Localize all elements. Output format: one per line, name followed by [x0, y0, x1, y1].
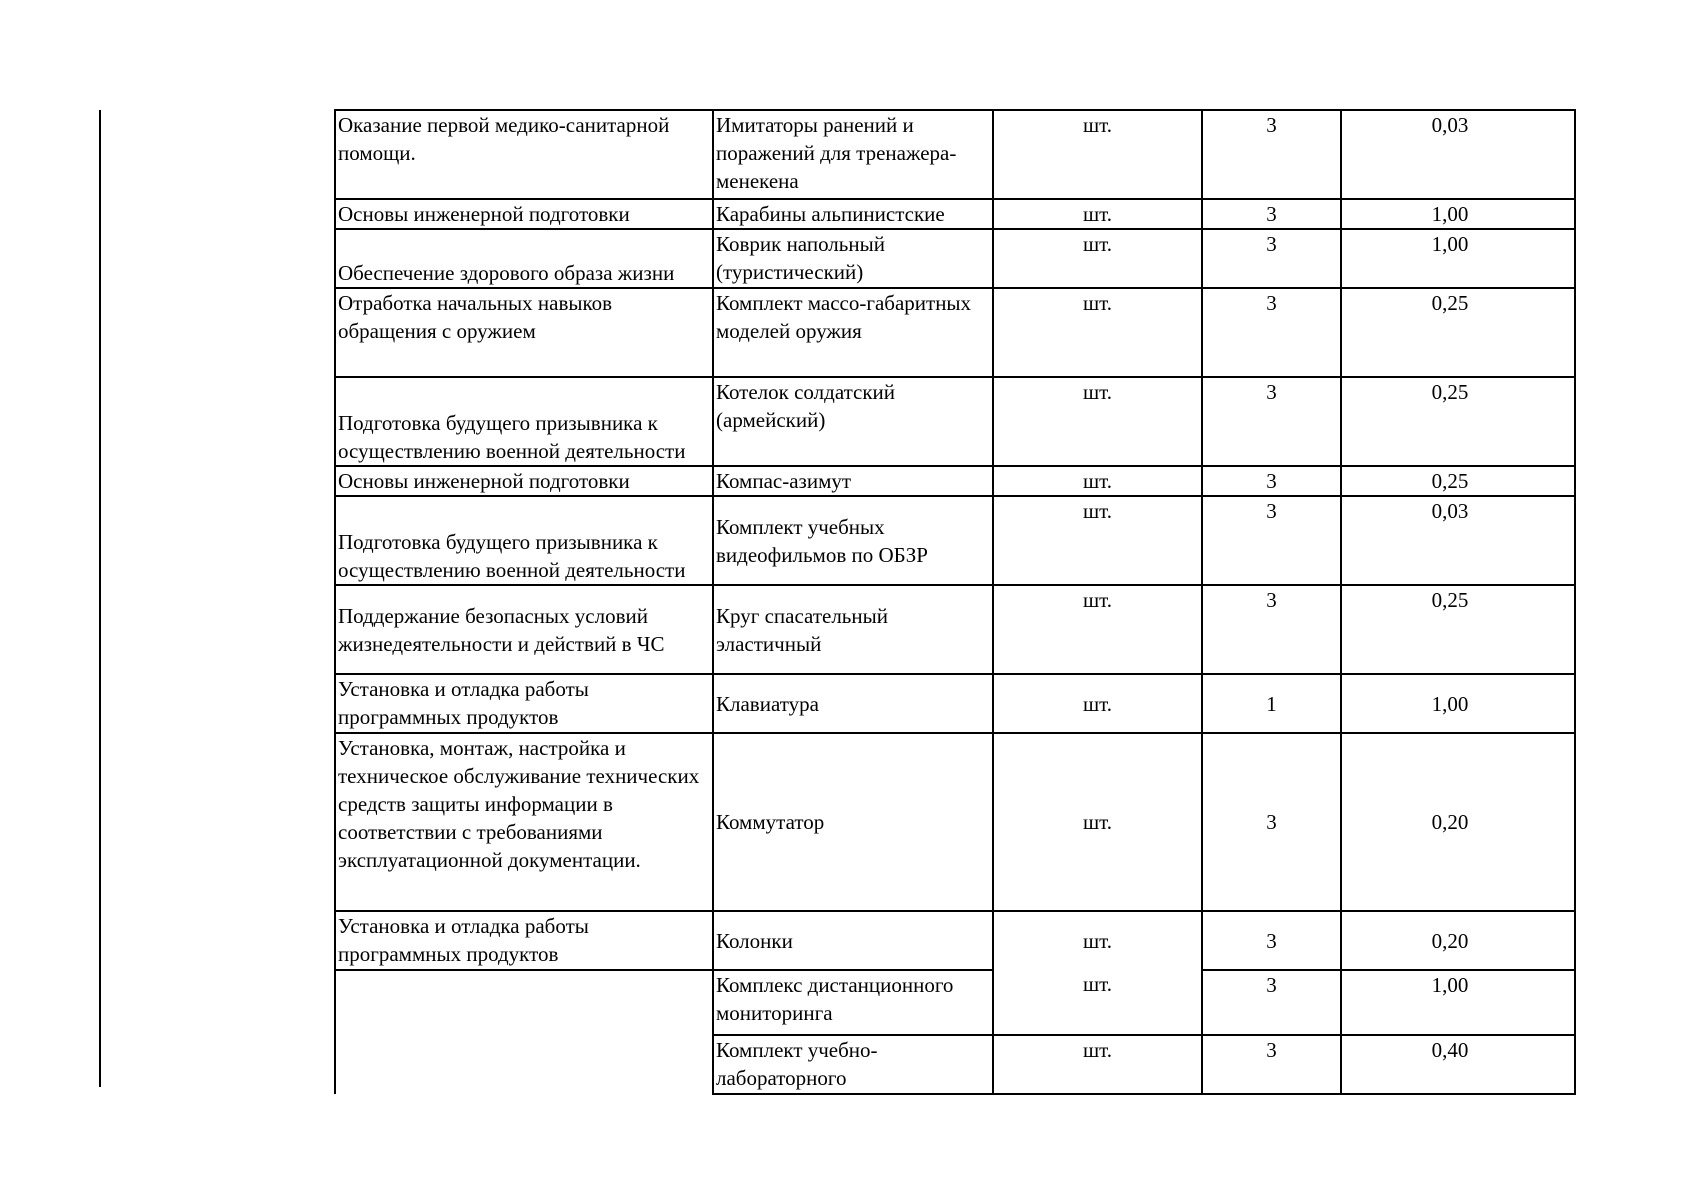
- item-cell: Комплект учебных видеофильмов по ОБЗР: [713, 496, 993, 585]
- ratio-cell: 0,03: [1341, 496, 1575, 585]
- table-row: [335, 733, 1575, 911]
- item-cell: Комплекс дистанционного мониторинга: [713, 970, 993, 1035]
- unit-cell: шт.: [993, 674, 1202, 733]
- table-row: [335, 288, 1575, 377]
- topic-cell: Подготовка будущего призывника к осуществлению военной деятельности: [335, 377, 713, 466]
- topic-cell: Основы инженерной подготовки: [335, 466, 713, 496]
- qty-cell: 3: [1202, 229, 1341, 288]
- topic-cell: Подготовка будущего призывника к осуществлению военной деятельности: [335, 496, 713, 585]
- ratio-cell: 0,25: [1341, 377, 1575, 466]
- item-cell: Карабины альпинистские: [713, 199, 993, 229]
- topic-cell: Установка, монтаж, настройка и техническое обслуживание технических средств защиты информации в соответствии с требованиями эксплуатационной документации.: [335, 733, 713, 911]
- topic-cell: Поддержание безопасных условий жизнедеятельности и действий в ЧС: [335, 585, 713, 674]
- unit-cell: шт.: [993, 199, 1202, 229]
- qty-cell: 3: [1202, 377, 1341, 466]
- unit-cell: шт.: [993, 229, 1202, 288]
- item-cell: Имитаторы ранений и поражений для тренажера-менекена: [713, 110, 993, 199]
- item-cell: Клавиатура: [713, 674, 993, 733]
- qty-cell: 3: [1202, 110, 1341, 199]
- table-row: [335, 674, 1575, 733]
- qty-cell: 3: [1202, 1035, 1341, 1094]
- qty-cell: 3: [1202, 288, 1341, 377]
- ratio-cell: 0,25: [1341, 466, 1575, 496]
- item-cell: Коврик напольный (туристический): [713, 229, 993, 288]
- unit-cell: шт.: [993, 1035, 1202, 1094]
- topic-cell: Отработка начальных навыков обращения с оружием: [335, 288, 713, 377]
- table-row: [335, 911, 1575, 970]
- unit-cell: шт.: [993, 288, 1202, 377]
- ratio-cell: 1,00: [1341, 970, 1575, 1035]
- topic-cell: Обеспечение здорового образа жизни: [335, 229, 713, 288]
- qty-cell: 3: [1202, 585, 1341, 674]
- equipment-table: [334, 109, 1576, 1095]
- item-cell: Котелок солдатский (армейский): [713, 377, 993, 466]
- topic-cell-empty: [335, 1035, 713, 1094]
- unit-cell: шт.: [993, 496, 1202, 585]
- unit-cell: шт.: [993, 970, 1202, 1035]
- topic-cell: Оказание первой медико-санитарной помощи.: [335, 110, 713, 199]
- ratio-cell: 1,00: [1341, 199, 1575, 229]
- table-row: [335, 110, 1575, 199]
- item-cell: Комплект учебно-лабораторного: [713, 1035, 993, 1094]
- topic-cell: Установка и отладка работы программных продуктов: [335, 911, 713, 970]
- item-cell: Коммутатор: [713, 733, 993, 911]
- qty-cell: 3: [1202, 970, 1341, 1035]
- item-cell: Комплект массо-габаритных моделей оружия: [713, 288, 993, 377]
- topic-cell: Основы инженерной подготовки: [335, 199, 713, 229]
- table-row: [335, 199, 1575, 229]
- topic-cell: Установка и отладка работы программных продуктов: [335, 674, 713, 733]
- qty-cell: 3: [1202, 733, 1341, 911]
- item-cell: Круг спасательный эластичный: [713, 585, 993, 674]
- ratio-cell: 0,25: [1341, 288, 1575, 377]
- qty-cell: 3: [1202, 911, 1341, 970]
- topic-cell-empty: [335, 970, 713, 1035]
- table-row: [335, 229, 1575, 288]
- qty-cell: 3: [1202, 466, 1341, 496]
- ratio-cell: 0,03: [1341, 110, 1575, 199]
- qty-cell: 3: [1202, 496, 1341, 585]
- table-row: [335, 377, 1575, 466]
- unit-cell: шт.: [993, 733, 1202, 911]
- ratio-cell: 1,00: [1341, 674, 1575, 733]
- ratio-cell: 0,20: [1341, 733, 1575, 911]
- table-row: [335, 496, 1575, 585]
- qty-cell: 1: [1202, 674, 1341, 733]
- qty-cell: 3: [1202, 199, 1341, 229]
- unit-cell: шт.: [993, 466, 1202, 496]
- page-margin-line: [99, 110, 101, 1087]
- table-row: [335, 585, 1575, 674]
- unit-cell: шт.: [993, 110, 1202, 199]
- unit-cell: шт.: [993, 585, 1202, 674]
- item-cell: Колонки: [713, 911, 993, 970]
- unit-cell: шт.: [993, 911, 1202, 970]
- ratio-cell: 0,20: [1341, 911, 1575, 970]
- table-row: [335, 1035, 1575, 1094]
- table-row: [335, 466, 1575, 496]
- unit-cell: шт.: [993, 377, 1202, 466]
- ratio-cell: 1,00: [1341, 229, 1575, 288]
- ratio-cell: 0,25: [1341, 585, 1575, 674]
- ratio-cell: 0,40: [1341, 1035, 1575, 1094]
- table-row: [335, 970, 1575, 1035]
- item-cell: Компас-азимут: [713, 466, 993, 496]
